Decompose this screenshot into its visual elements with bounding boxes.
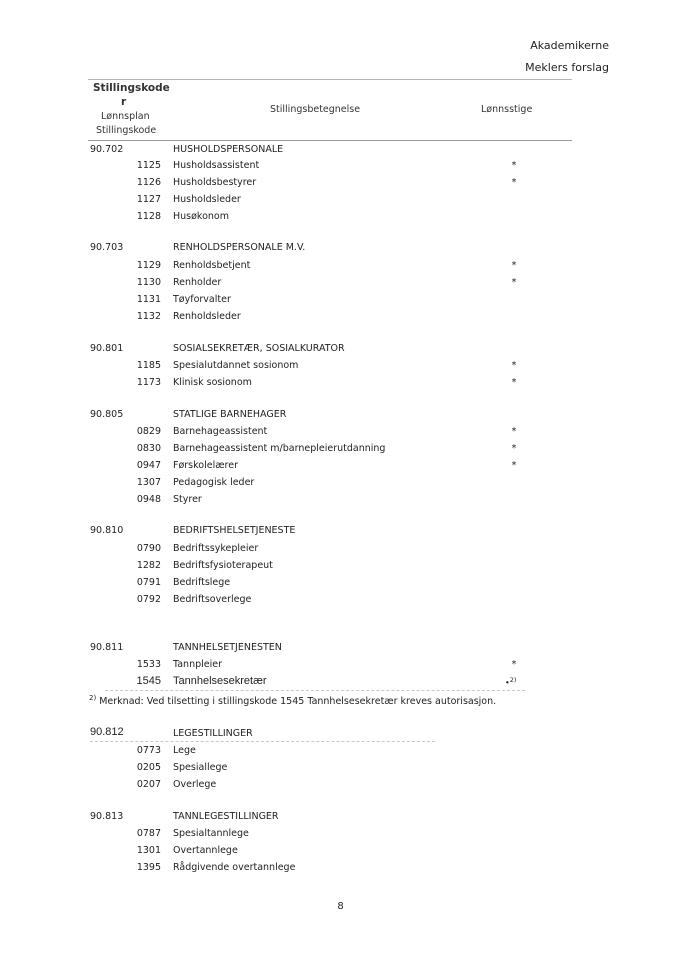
group-title: STATLIGE BARNEHAGER (173, 409, 287, 420)
job-title: Tannhelsesekretær (173, 675, 267, 687)
salary-ladder-mark: * (511, 260, 517, 271)
job-code: 1127 (136, 194, 161, 205)
job-code: 1128 (136, 211, 161, 222)
page-number: 8 (337, 901, 344, 912)
group-title: BEDRIFTSHELSETJENESTE (173, 525, 296, 536)
job-title: Rådgivende overtannlege (173, 862, 296, 873)
group-title: SOSIALSEKRETÆR, SOSIALKURATOR (173, 343, 345, 354)
group-code: 90.805 (90, 409, 124, 420)
job-code: 1173 (136, 377, 161, 388)
job-title: Styrer (173, 494, 202, 505)
job-code: 1185 (136, 360, 161, 371)
job-code: 0830 (136, 443, 161, 454)
job-title: Lege (173, 745, 196, 756)
header-rule-top (88, 79, 572, 80)
job-code: 1395 (136, 862, 161, 873)
job-code: 1307 (136, 477, 161, 488)
group-code: 90.702 (90, 144, 124, 155)
group-code: 90.811 (90, 642, 124, 653)
group-code: 90.810 (90, 525, 124, 536)
job-title: Spesialtannlege (173, 828, 249, 839)
job-code: 0207 (136, 779, 161, 790)
job-code: 0790 (136, 543, 161, 554)
header-rule-bottom (88, 140, 572, 141)
salary-ladder-mark: * (511, 460, 517, 471)
job-code: 1533 (136, 659, 161, 670)
group-title: TANNLEGESTILLINGER (173, 811, 279, 822)
column-salary-ladder: Lønnsstige (481, 104, 533, 115)
group-code: 90.812 (90, 726, 124, 738)
job-title: Tøyforvalter (173, 294, 231, 305)
job-code: 0792 (136, 594, 161, 605)
salary-ladder-mark: * (511, 426, 517, 437)
group-title: TANNHELSETJENESTEN (173, 642, 282, 653)
salary-ladder-mark: * (511, 377, 517, 388)
column-code-stilling: Stillingskode (96, 125, 157, 136)
job-title: Overtannlege (173, 845, 238, 856)
job-title: Renholder (173, 277, 222, 288)
group-title: HUSHOLDSPERSONALE (173, 144, 284, 155)
column-code-plan: Lønnsplan (101, 111, 150, 122)
job-code: 1130 (136, 277, 161, 288)
job-title: Bedriftssykepleier (173, 543, 259, 554)
job-title: Barnehageassistent m/barnepleierutdanning (173, 443, 386, 454)
group-code: 90.703 (90, 242, 124, 253)
job-code: 0829 (136, 426, 161, 437)
row-divider (105, 690, 525, 691)
job-title: Husholdsassistent (173, 160, 260, 171)
proposal-label: Meklers forslag (525, 61, 609, 74)
job-title: Bedriftsfysioterapeut (173, 560, 273, 571)
job-code: 1301 (136, 845, 161, 856)
job-title: Pedagogisk leder (173, 477, 255, 488)
job-title: Husøkonom (173, 211, 229, 222)
row-divider (90, 741, 435, 742)
column-code-sub: r (121, 96, 127, 108)
job-title: Bedriftslege (173, 577, 231, 588)
job-title: Overlege (173, 779, 217, 790)
job-code: 0773 (136, 745, 161, 756)
job-code: 0787 (136, 828, 161, 839)
job-title: Førskolelærer (173, 460, 239, 471)
salary-ladder-mark: * (511, 659, 517, 670)
job-title: Renholdsleder (173, 311, 241, 322)
job-code: 1125 (136, 160, 161, 171)
column-designation: Stillingsbetegnelse (270, 104, 361, 115)
group-title: LEGESTILLINGER (173, 728, 253, 739)
job-title: Bedriftsoverlege (173, 594, 252, 605)
job-code: 1129 (136, 260, 161, 271)
job-code: 1282 (136, 560, 161, 571)
group-title: RENHOLDSPERSONALE M.V. (173, 242, 306, 253)
salary-ladder-mark: * (511, 360, 517, 371)
job-code: 0948 (136, 494, 161, 505)
job-title: Renholdsbetjent (173, 260, 251, 271)
job-code: 1131 (136, 294, 161, 305)
job-code: 1132 (136, 311, 161, 322)
job-code: 0791 (136, 577, 161, 588)
job-title: Spesialutdannet sosionom (173, 360, 299, 371)
job-title: Klinisk sosionom (173, 377, 252, 388)
job-code: 1545 (136, 675, 161, 687)
organization-name: Akademikerne (530, 39, 609, 52)
job-code: 0205 (136, 762, 161, 773)
salary-ladder-mark: * (511, 160, 517, 171)
footnote: $^{2)}$ Merknad: Ved tilsetting i stillingskode 1545 Tannhelsesekretær kreves autorisasjon. (89, 694, 497, 708)
group-code: 90.813 (90, 811, 124, 822)
salary-ladder-mark: * (511, 443, 517, 454)
job-title: Barnehageassistent (173, 426, 268, 437)
job-code: 1126 (136, 177, 161, 188)
job-title: Spesiallege (173, 762, 228, 773)
salary-ladder-mark: * (511, 177, 517, 188)
salary-ladder-mark: •$^{2)}$ (505, 676, 517, 688)
salary-ladder-mark: * (511, 277, 517, 288)
job-title: Husholdsbestyrer (173, 177, 257, 188)
column-code-title: Stillingskode (93, 82, 170, 94)
job-code: 0947 (136, 460, 161, 471)
job-title: Tannpleier (173, 659, 222, 670)
group-code: 90.801 (90, 343, 124, 354)
job-title: Husholdsleder (173, 194, 241, 205)
